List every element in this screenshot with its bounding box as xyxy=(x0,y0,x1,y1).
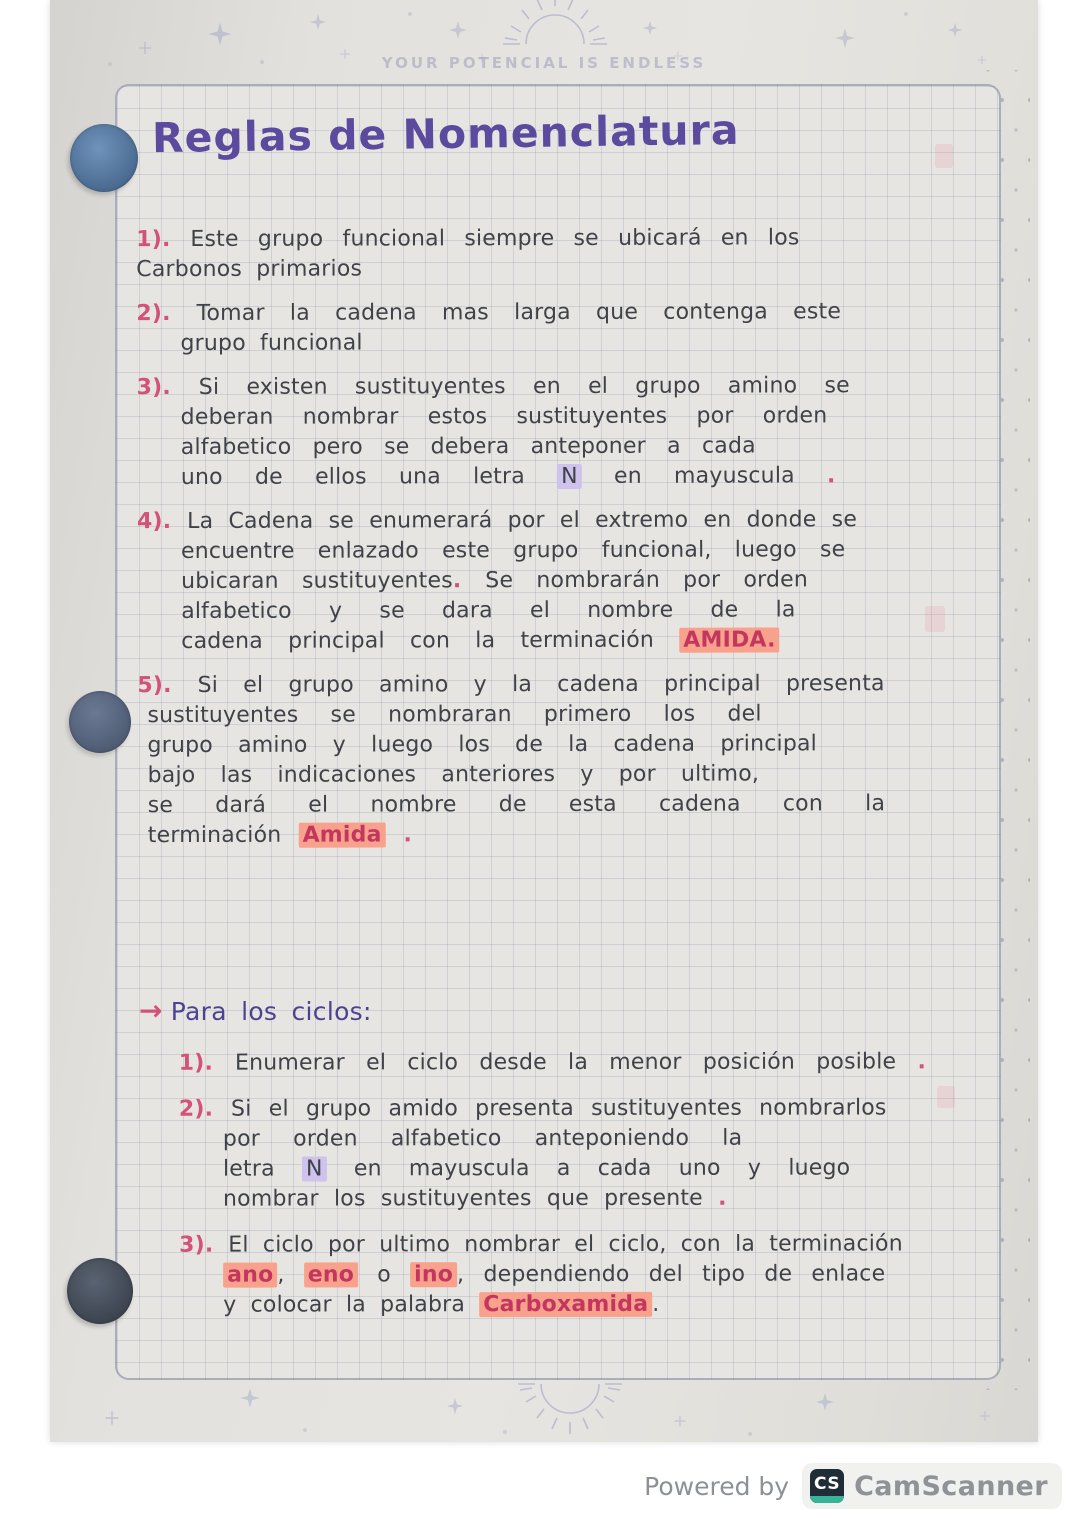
grid-paper-area xyxy=(115,84,1001,1380)
handwritten-text: ubicaran sustituyentes xyxy=(181,568,453,595)
note-line xyxy=(179,1229,991,1260)
handwritten-text: grupo funcional xyxy=(180,330,363,357)
handwritten-text: El ciclo por ultimo nombrar el ciclo, con la terminación xyxy=(228,1231,903,1258)
handwritten-text: o xyxy=(358,1262,411,1288)
handwritten-text: La Cadena se enumerará por el extremo en donde se xyxy=(187,507,858,534)
note-item xyxy=(137,371,993,493)
purple-highlight-text: N xyxy=(302,1156,327,1181)
note-line xyxy=(137,505,993,537)
handwritten-text: Tomar la cadena mas larga que contenga este xyxy=(196,299,842,326)
ink-bleed-mark xyxy=(925,606,945,632)
camscanner-logo-icon xyxy=(810,1469,844,1503)
pink-highlight-text: eno xyxy=(304,1262,358,1287)
handwritten-text: letra xyxy=(222,1156,302,1182)
note-line xyxy=(179,1123,991,1154)
note-line xyxy=(138,759,994,791)
page-title: Reglas de Nomenclatura xyxy=(151,105,740,163)
ink-bleed-mark xyxy=(937,1086,955,1108)
note-line xyxy=(136,327,992,359)
handwritten-text: Si existen sustituyentes en el grupo amino se xyxy=(198,373,850,400)
note-item xyxy=(136,297,992,359)
handwritten-text: bajo las indicaciones anteriores y por ultimo, xyxy=(147,761,760,789)
binder-hole xyxy=(67,1258,133,1324)
note-line xyxy=(137,625,993,657)
note-line xyxy=(138,789,994,821)
pink-highlight-text: ino xyxy=(410,1262,457,1287)
handwritten-text: Enumerar el ciclo desde la menor posición posible xyxy=(234,1049,918,1076)
pink-highlight-text: Amida xyxy=(299,822,386,847)
note-line xyxy=(137,699,993,731)
cycle-rules-list xyxy=(179,1047,992,1336)
handwritten-text: alfabetico pero se debera anteponer a cada xyxy=(180,433,756,461)
handwritten-text: Si el grupo amido presenta sustituyentes nombrarlos xyxy=(231,1095,887,1122)
handwritten-text: alfabetico y se dara el nombre de la xyxy=(181,597,796,625)
note-line xyxy=(137,565,993,597)
note-line xyxy=(136,223,992,255)
pink-highlight-text: AMIDA. xyxy=(679,627,779,652)
pink-ink-text: . xyxy=(718,1185,727,1211)
handwritten-text: Carbonos primarios xyxy=(136,256,363,283)
arrow-icon: → xyxy=(139,994,163,1027)
handwritten-text: terminación xyxy=(147,822,299,849)
note-item xyxy=(179,1047,991,1078)
sun-icon xyxy=(503,0,607,44)
purple-highlight-text: N xyxy=(557,464,582,489)
note-line xyxy=(137,401,993,433)
handwritten-text: , dependiendo del tipo de enlace xyxy=(457,1261,886,1288)
note-line xyxy=(137,431,993,463)
note-item xyxy=(137,669,993,851)
handwritten-text: en mayuscula a cada uno y luego xyxy=(326,1155,851,1182)
camscanner-brand-label: CamScanner xyxy=(854,1470,1048,1502)
handwritten-text: Este grupo funcional siempre se ubicará en los xyxy=(190,225,800,252)
handwritten-text: sustituyentes se nombraran primero los del xyxy=(147,701,762,729)
number-text: 1). xyxy=(178,1050,235,1076)
handwritten-text: deberan nombrar estos sustituyentes por orden xyxy=(180,403,828,431)
number-text: 2). xyxy=(136,300,197,327)
note-line xyxy=(179,1093,991,1124)
note-line xyxy=(137,729,993,761)
pink-ink-text: . xyxy=(826,463,836,489)
pink-ink-text: . xyxy=(452,568,486,594)
note-line xyxy=(179,1183,991,1214)
note-line xyxy=(137,669,993,701)
handwritten-text: y colocar la palabra xyxy=(223,1292,480,1318)
handwritten-text: encuentre enlazado este grupo funcional, luego se xyxy=(180,537,846,565)
sparkles-sun-decoration-bottom xyxy=(50,1376,1038,1442)
binder-hole xyxy=(70,124,138,192)
cycles-section-heading xyxy=(139,994,372,1027)
cycles-heading-label: Para los ciclos: xyxy=(170,997,372,1026)
pink-highlight-text: Carboxamida xyxy=(479,1292,652,1317)
note-line xyxy=(137,535,993,567)
main-rules-list xyxy=(136,223,994,865)
note-item xyxy=(179,1093,991,1214)
handwritten-text: por orden alfabetico anteponiendo la xyxy=(222,1125,743,1152)
note-line xyxy=(136,297,992,329)
handwritten-text: uno de ellos una letra xyxy=(180,464,558,491)
handwritten-text: , xyxy=(277,1262,304,1288)
note-line xyxy=(137,461,993,493)
note-line xyxy=(179,1289,991,1320)
handwritten-text: cadena principal con la terminación xyxy=(181,627,680,655)
note-line xyxy=(136,253,992,285)
note-line xyxy=(179,1259,991,1290)
note-line xyxy=(137,371,993,403)
powered-by-label: Powered by xyxy=(644,1471,790,1501)
note-item xyxy=(136,223,992,285)
number-text: 1). xyxy=(136,226,191,253)
number-text: 2). xyxy=(178,1096,232,1122)
number-text: 3). xyxy=(179,1232,229,1258)
camscanner-watermark xyxy=(644,1463,1062,1509)
note-line xyxy=(137,595,993,627)
binder-hole xyxy=(69,691,131,753)
note-line xyxy=(179,1153,991,1184)
notebook-paper xyxy=(50,0,1038,1442)
note-item xyxy=(137,505,993,657)
number-text: 5). xyxy=(137,672,198,699)
pink-highlight-text: ano xyxy=(223,1263,277,1288)
number-text: 4). xyxy=(136,508,188,535)
handwritten-text: se dará el nombre de esta cadena con la xyxy=(147,791,886,819)
ink-bleed-mark xyxy=(935,144,953,168)
camscanner-badge[interactable] xyxy=(802,1463,1062,1509)
handwritten-text: Se nombrarán por orden xyxy=(485,567,809,594)
notebook-motto: YOUR POTENCIAL IS ENDLESS xyxy=(381,54,707,72)
note-item xyxy=(179,1229,991,1320)
handwritten-text: nombrar los sustituyentes que presente xyxy=(222,1185,719,1212)
sun-icon xyxy=(518,1384,622,1434)
camscanner-logo-teal-bar xyxy=(810,1496,844,1503)
handwritten-text: Si el grupo amino y la cadena principal presenta xyxy=(197,671,885,698)
camscanner-logo-initials: CS xyxy=(814,1474,841,1494)
handwritten-text: grupo amino y luego los de la cadena principal xyxy=(147,731,818,759)
note-line xyxy=(138,819,994,851)
handwritten-text: . xyxy=(652,1291,660,1317)
note-line xyxy=(179,1047,991,1078)
pink-ink-text: . xyxy=(917,1049,927,1075)
number-text: 3). xyxy=(136,374,199,401)
pink-ink-text: . xyxy=(385,822,413,848)
handwritten-text: en mayuscula xyxy=(581,463,828,489)
